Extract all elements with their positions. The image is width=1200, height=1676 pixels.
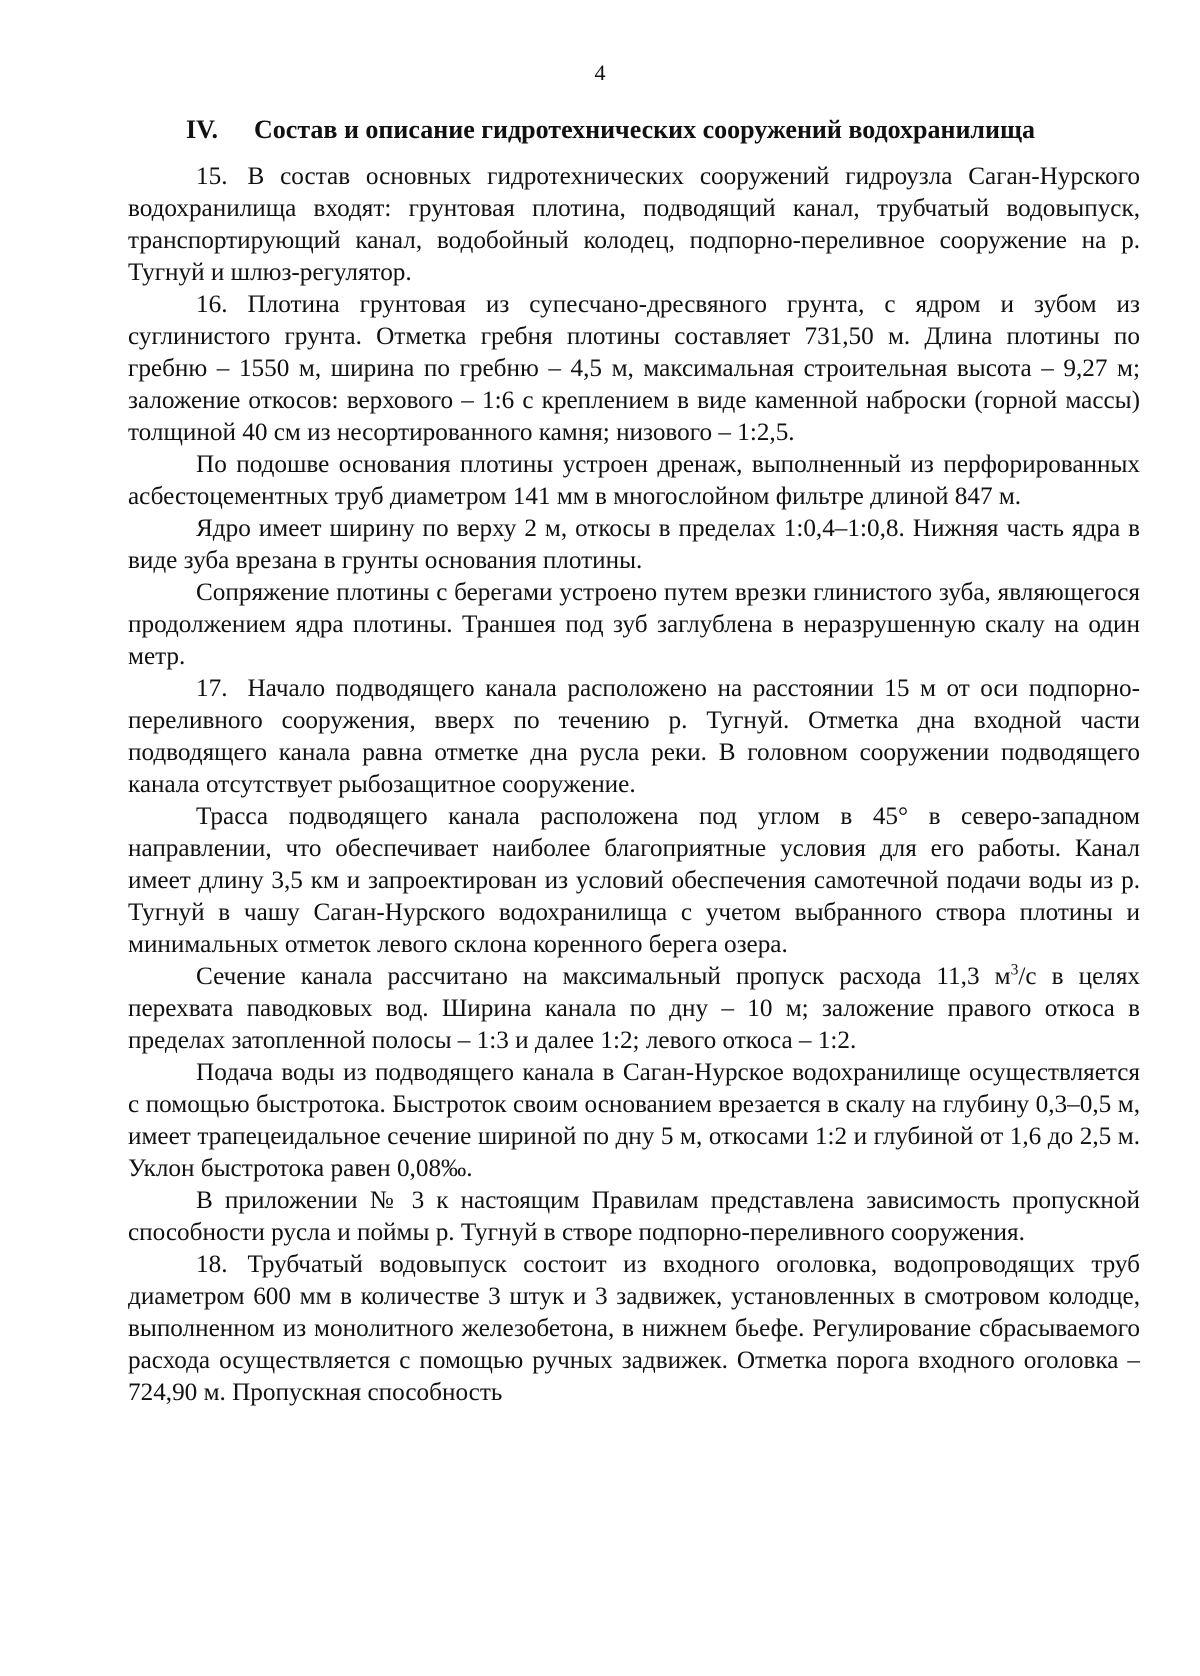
page-number: 4 xyxy=(594,60,606,85)
superscript: 3 xyxy=(1010,961,1019,979)
paragraph-number: 15. xyxy=(196,163,228,190)
paragraph-17 xyxy=(128,673,1140,801)
paragraph-text: Сопряжение плотины с берегами устроено путем врезки глинистого зуба, являющегося продолжением ядра плотины. Траншея под зуб заглублена в неразрушенную скалу на один метр. xyxy=(128,579,1140,670)
paragraph-18 xyxy=(128,1249,1140,1409)
paragraph-15 xyxy=(128,161,1140,289)
paragraph-number: 16. xyxy=(196,291,228,318)
paragraph-text: В приложении № 3 к настоящим Правилам представлена зависимость пропускной способности русла и поймы р. Тугнуй в створе подпорно-переливного сооружения. xyxy=(128,1187,1140,1246)
paragraph-text: В состав основных гидротехнических сооружений гидроузла Саган-Нурского водохранилища входят: грунтовая плотина, подводящий канал, трубчатый водовыпуск, транспортирующий канал, водобойный колодец, подпорно-переливное сооружение на р. Тугнуй и шлюз-регулятор. xyxy=(128,163,1140,286)
paragraph-text: Трубчатый водовыпуск состоит из входного оголовка, водопроводящих труб диаметром 600 мм в количестве 3 штук и 3 задвижек, установленных в смотровом колодце, выполненном из монолитного железобетона, в нижнем бьефе. Регулирование сбрасываемого расхода осуществляется с помощью ручных задвижек. Отметка порога входного оголовка – 724,90 м. Пропускная способность xyxy=(128,1251,1140,1406)
section-title: Состав и описание гидротехнических сооружений водохранилища xyxy=(254,115,1035,144)
paragraph-text-before: Сечение канала рассчитано на максимальный пропуск расхода 11,3 м xyxy=(196,963,1011,990)
document-body xyxy=(128,113,1140,1409)
paragraph-16-abutment xyxy=(128,577,1140,673)
paragraph-text: По подошве основания плотины устроен дренаж, выполненный из перфорированных асбестоцементных труб диаметром 141 мм в многослойном фильтре длиной 847 м. xyxy=(128,451,1140,510)
paragraph-16 xyxy=(128,289,1140,449)
paragraph-17-appendix xyxy=(128,1185,1140,1249)
paragraph-16-core xyxy=(128,513,1140,577)
paragraph-17-route xyxy=(128,801,1140,961)
paragraph-text: Ядро имеет ширину по верху 2 м, откосы в пределах 1:0,4–1:0,8. Нижняя часть ядра в виде зуба врезана в грунты основания плотины. xyxy=(128,515,1140,574)
paragraph-number: 17. xyxy=(196,675,228,702)
section-heading xyxy=(128,113,1140,147)
paragraph-text: Подача воды из подводящего канала в Саган-Нурское водохранилище осуществляется с помощью быстротока. Быстроток своим основанием врезается в скалу на глубину 0,3–0,5 м, имеет трапецеидальное сечение шириной по дну 5 м, откосами 1:2 и глубиной от 1,6 до 2,5 м. Уклон быстротока равен 0,08‰. xyxy=(128,1059,1140,1182)
section-number: IV. xyxy=(186,115,219,144)
paragraph-number: 18. xyxy=(196,1251,228,1278)
paragraph-text: Трасса подводящего канала расположена под углом в 45° в северо-западном направлении, что обеспечивает наиболее благоприятные условия для его работы. Канал имеет длину 3,5 км и запроектирован из условий обеспечения самотечной подачи воды из р. Тугнуй в чашу Саган-Нурского водохранилища с учетом выбранного створа плотины и минимальных отметок левого склона коренного берега озера. xyxy=(128,803,1140,958)
paragraph-text-after: /с в целях перехвата паводковых вод. Ширина канала по дну – 10 м; заложение правого откоса в пределах затопленной полосы – 1:3 и далее 1:2; левого откоса – 1:2. xyxy=(128,963,1140,1054)
paragraph-17-section xyxy=(128,961,1140,1057)
paragraph-text: Плотина грунтовая из супесчано-дресвяного грунта, с ядром и зубом из суглинистого грунта. Отметка гребня плотины составляет 731,50 м. Длина плотины по гребню – 1550 м, ширина по гребню – 4,5 м, максимальная строительная высота – 9,27 м; заложение откосов: верхового – 1:6 с креплением в виде каменной наброски (горной массы) толщиной 40 см из несортированного камня; низового – 1:2,5. xyxy=(128,291,1140,446)
paragraph-16-drainage xyxy=(128,449,1140,513)
paragraph-17-chute xyxy=(128,1057,1140,1185)
paragraph-text: Начало подводящего канала расположено на расстоянии 15 м от оси подпорно-переливного сооружения, вверх по течению р. Тугнуй. Отметка дна входной части подводящего канала равна отметке дна русла реки. В головном сооружении подводящего канала отсутствует рыбозащитное сооружение. xyxy=(128,675,1140,798)
